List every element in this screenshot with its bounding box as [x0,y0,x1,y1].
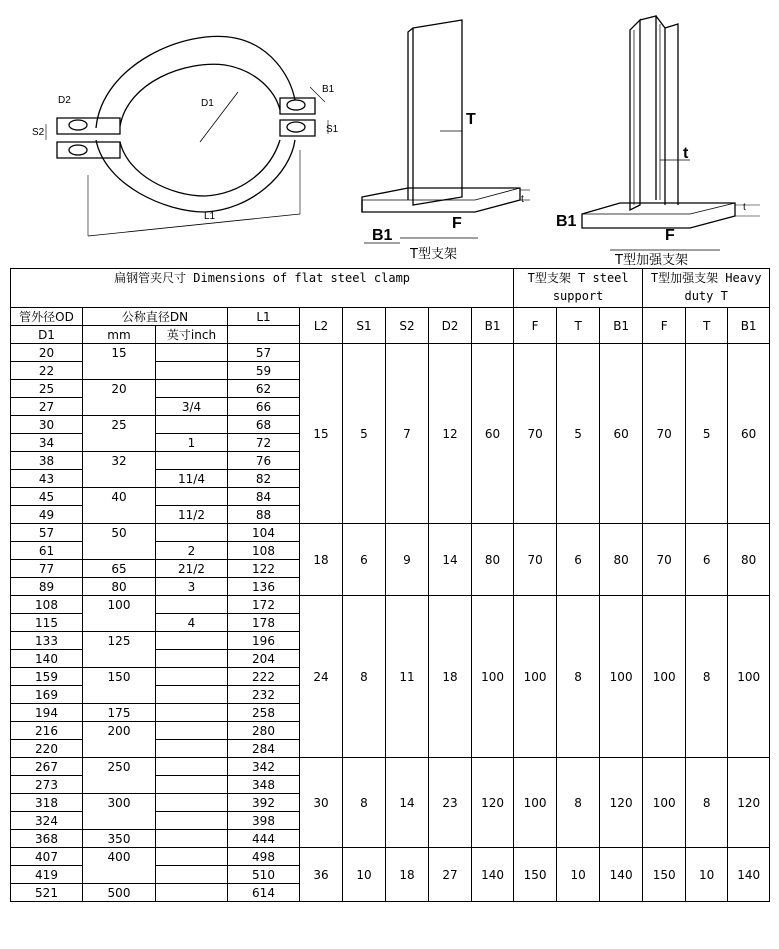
cell-l2: 18 [300,524,343,596]
cell-inch [156,632,228,650]
cell-tb1: 80 [600,524,643,596]
cell-d1: 20 [11,344,83,362]
cell-d1: 89 [11,578,83,596]
header-s1: S1 [343,308,386,344]
cell-l1: 348 [228,776,300,794]
cell-mm: 40 [83,488,156,506]
cell-l1: 136 [228,578,300,596]
cell-inch: 11/2 [156,506,228,524]
heavy-caption: T型加强支架 [615,253,688,268]
heavy-label-b1: B1 [556,213,577,230]
cell-l1: 108 [228,542,300,560]
dimensions-table [10,268,770,902]
cell-mm: 175 [83,704,156,722]
cell-s2: 11 [386,596,429,758]
cell-d1: 38 [11,452,83,470]
cell-inch [156,488,228,506]
cell-mm [83,686,156,704]
cell-l1: 392 [228,794,300,812]
cell-d2: 12 [429,344,472,524]
table-row [11,344,770,362]
table-row [11,758,770,776]
header-s2: S2 [386,308,429,344]
header-l1: L1 [228,308,300,326]
cell-inch: 11/4 [156,470,228,488]
cell-hf: 150 [643,848,686,902]
cell-d1: 25 [11,380,83,398]
cell-d1: 318 [11,794,83,812]
cell-hb1: 60 [728,344,770,524]
cell-mm: 350 [83,830,156,848]
cell-f: 100 [514,758,557,848]
cell-mm [83,434,156,452]
technical-drawings [0,0,779,268]
cell-s2: 14 [386,758,429,848]
t-support-label-f: F [452,215,462,232]
cell-hb1: 140 [728,848,770,902]
header-t-b1: B1 [600,308,643,344]
heavy-label-f: F [665,227,675,244]
cell-t: 5 [557,344,600,524]
cell-d1: 169 [11,686,83,704]
cell-f: 70 [514,524,557,596]
header-heavy-b1: B1 [728,308,770,344]
cell-l1: 62 [228,380,300,398]
cell-d1: 216 [11,722,83,740]
cell-mm: 100 [83,596,156,614]
cell-s1: 10 [343,848,386,902]
cell-d1: 49 [11,506,83,524]
cell-l1: 280 [228,722,300,740]
cell-inch [156,686,228,704]
cell-inch [156,740,228,758]
t-support-label-t-small: t [521,194,524,205]
t-support-label-b1: B1 [372,227,393,244]
subheader-mm: mm [83,326,156,344]
table-row [11,848,770,866]
cell-l2: 30 [300,758,343,848]
header-heavy-f: F [643,308,686,344]
cell-mm [83,650,156,668]
cell-inch [156,416,228,434]
cell-l1: 66 [228,398,300,416]
cell-inch: 4 [156,614,228,632]
cell-d1: 61 [11,542,83,560]
cell-mm: 150 [83,668,156,686]
subheader-l1-blank [228,326,300,344]
cell-inch [156,452,228,470]
cell-hb1: 120 [728,758,770,848]
cell-d1: 140 [11,650,83,668]
header-l2: L2 [300,308,343,344]
cell-mm: 32 [83,452,156,470]
cell-mm: 250 [83,758,156,776]
cell-l1: 284 [228,740,300,758]
cell-l1: 398 [228,812,300,830]
cell-d1: 115 [11,614,83,632]
cell-inch [156,524,228,542]
cell-mm [83,470,156,488]
cell-inch [156,848,228,866]
cell-l1: 84 [228,488,300,506]
cell-mm: 125 [83,632,156,650]
cell-d1: 133 [11,632,83,650]
header-f: F [514,308,557,344]
cell-s2: 7 [386,344,429,524]
clamp-label-d1: D1 [201,98,214,109]
cell-d1: 57 [11,524,83,542]
table-row [11,524,770,542]
cell-inch: 1 [156,434,228,452]
cell-ht: 6 [686,524,728,596]
cell-l1: 510 [228,866,300,884]
cell-d1: 27 [11,398,83,416]
clamp-label-s2: S2 [32,127,45,138]
header-clamp-group: 扁钢管夹尺寸 Dimensions of flat steel clamp [11,269,514,308]
cell-d1: 407 [11,848,83,866]
cell-inch [156,650,228,668]
cell-d1: 419 [11,866,83,884]
cell-d1: 521 [11,884,83,902]
cell-mm: 20 [83,380,156,398]
cell-inch: 3/4 [156,398,228,416]
cell-mm: 25 [83,416,156,434]
cell-t: 8 [557,758,600,848]
cell-l1: 68 [228,416,300,434]
cell-s1: 6 [343,524,386,596]
cell-mm [83,740,156,758]
header-t-support-group: T型支架 T steel support [514,269,643,308]
cell-l2: 24 [300,596,343,758]
cell-l2: 36 [300,848,343,902]
cell-l1: 444 [228,830,300,848]
cell-mm [83,866,156,884]
cell-l1: 196 [228,632,300,650]
clamp-label-s1: S1 [326,124,339,135]
cell-d2: 18 [429,596,472,758]
t-support-drawing [362,20,530,243]
cell-mm: 500 [83,884,156,902]
cell-l1: 59 [228,362,300,380]
clamp-label-l1: L1 [204,211,216,222]
cell-inch [156,344,228,362]
cell-hb1: 100 [728,596,770,758]
cell-b1: 80 [472,524,514,596]
clamp-label-b1: B1 [322,84,335,95]
cell-tb1: 120 [600,758,643,848]
cell-ht: 5 [686,344,728,524]
cell-mm [83,614,156,632]
cell-mm: 65 [83,560,156,578]
cell-d2: 27 [429,848,472,902]
cell-d2: 23 [429,758,472,848]
cell-l1: 122 [228,560,300,578]
header-d2: D2 [429,308,472,344]
cell-d1: 267 [11,758,83,776]
cell-inch: 2 [156,542,228,560]
cell-b1: 120 [472,758,514,848]
cell-d1: 194 [11,704,83,722]
heavy-label-t: t [683,145,689,162]
cell-inch [156,596,228,614]
cell-l1: 498 [228,848,300,866]
cell-d1: 108 [11,596,83,614]
cell-d1: 368 [11,830,83,848]
cell-mm: 300 [83,794,156,812]
header-dn: 公称直径DN [83,308,228,326]
cell-inch [156,722,228,740]
cell-mm: 15 [83,344,156,362]
cell-l1: 222 [228,668,300,686]
cell-inch [156,866,228,884]
cell-l1: 72 [228,434,300,452]
header-od: 管外径OD [11,308,83,326]
cell-mm: 200 [83,722,156,740]
cell-mm [83,776,156,794]
cell-l1: 178 [228,614,300,632]
cell-l1: 57 [228,344,300,362]
cell-d1: 77 [11,560,83,578]
cell-inch [156,812,228,830]
cell-hf: 70 [643,524,686,596]
cell-tb1: 140 [600,848,643,902]
cell-s1: 8 [343,596,386,758]
subheader-inch: 英寸inch [156,326,228,344]
cell-l1: 342 [228,758,300,776]
t-support-label-t: T [466,111,476,128]
heavy-duty-t-drawing [582,16,760,250]
cell-inch [156,794,228,812]
cell-inch [156,830,228,848]
cell-mm: 400 [83,848,156,866]
cell-t: 8 [557,596,600,758]
cell-t: 10 [557,848,600,902]
table-body [11,344,770,902]
cell-inch [156,884,228,902]
cell-l2: 15 [300,344,343,524]
cell-d1: 324 [11,812,83,830]
cell-b1: 140 [472,848,514,902]
cell-f: 150 [514,848,557,902]
cell-ht: 8 [686,758,728,848]
cell-l1: 82 [228,470,300,488]
cell-hf: 100 [643,596,686,758]
cell-s2: 9 [386,524,429,596]
cell-d1: 273 [11,776,83,794]
cell-inch [156,776,228,794]
cell-mm [83,398,156,416]
clamp-label-d2: D2 [58,95,71,106]
cell-l1: 76 [228,452,300,470]
t-support-caption: T型支架 [410,247,457,262]
cell-l1: 614 [228,884,300,902]
cell-inch: 3 [156,578,228,596]
cell-inch: 21/2 [156,560,228,578]
cell-l1: 204 [228,650,300,668]
cell-mm [83,506,156,524]
cell-mm [83,542,156,560]
header-heavy-duty-group: T型加强支架 Heavy duty T [643,269,770,308]
cell-f: 100 [514,596,557,758]
cell-d1: 45 [11,488,83,506]
header-heavy-t: T [686,308,728,344]
header-b1: B1 [472,308,514,344]
cell-mm [83,812,156,830]
cell-inch [156,362,228,380]
cell-d1: 43 [11,470,83,488]
cell-f: 70 [514,344,557,524]
cell-hf: 100 [643,758,686,848]
heavy-label-t-small: t [743,202,746,213]
cell-b1: 60 [472,344,514,524]
cell-tb1: 100 [600,596,643,758]
cell-ht: 10 [686,848,728,902]
cell-d1: 22 [11,362,83,380]
header-t: T [557,308,600,344]
cell-l1: 172 [228,596,300,614]
flat-steel-clamp-drawing [46,36,328,236]
cell-s1: 8 [343,758,386,848]
cell-tb1: 60 [600,344,643,524]
table-row [11,596,770,614]
cell-s2: 18 [386,848,429,902]
cell-s1: 5 [343,344,386,524]
cell-d1: 30 [11,416,83,434]
cell-inch [156,704,228,722]
cell-t: 6 [557,524,600,596]
subheader-d1: D1 [11,326,83,344]
cell-l1: 258 [228,704,300,722]
cell-l1: 104 [228,524,300,542]
cell-l1: 232 [228,686,300,704]
cell-inch [156,380,228,398]
cell-d2: 14 [429,524,472,596]
cell-mm: 80 [83,578,156,596]
cell-b1: 100 [472,596,514,758]
cell-inch [156,758,228,776]
cell-mm [83,362,156,380]
cell-ht: 8 [686,596,728,758]
cell-mm: 50 [83,524,156,542]
cell-l1: 88 [228,506,300,524]
cell-d1: 220 [11,740,83,758]
cell-d1: 159 [11,668,83,686]
cell-hf: 70 [643,344,686,524]
cell-d1: 34 [11,434,83,452]
cell-inch [156,668,228,686]
cell-hb1: 80 [728,524,770,596]
